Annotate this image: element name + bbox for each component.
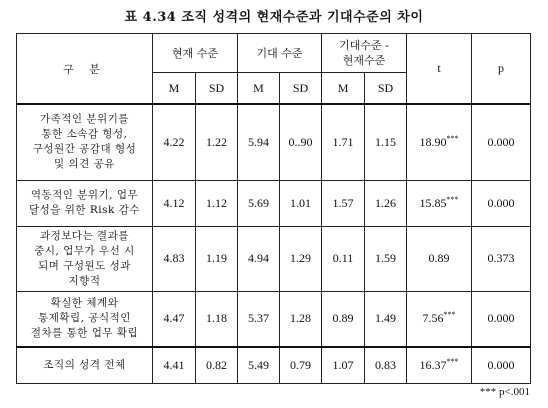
row-label bbox=[17, 226, 153, 291]
row-label-line: 구성원간 공감대 형성 bbox=[32, 143, 137, 156]
row-label-line: 역동적인 분위기, 업무 bbox=[30, 189, 139, 201]
table-row bbox=[17, 347, 531, 383]
cell-cur-m: 4.22 bbox=[153, 104, 196, 180]
cell-cur-m: 4.47 bbox=[153, 291, 196, 347]
cell-cur-m: 4.41 bbox=[153, 347, 196, 383]
row-label-line: 통한 소속감 형성, bbox=[41, 128, 128, 141]
cell-p: 0.000 bbox=[472, 104, 531, 180]
cell-t bbox=[407, 104, 472, 180]
cell-t-value: 18.90 bbox=[419, 134, 447, 149]
comparison-table bbox=[16, 33, 531, 384]
header-difference bbox=[322, 34, 407, 73]
row-label-line: 되며 구성원도 성과 bbox=[38, 259, 131, 272]
header-expected-m: M bbox=[238, 73, 280, 105]
cell-cur-sd: 1.22 bbox=[196, 104, 238, 180]
header-t: t bbox=[407, 34, 472, 105]
cell-t-significance: *** bbox=[446, 356, 459, 366]
cell-p: 0.000 bbox=[472, 347, 531, 383]
cell-diff-m: 0.89 bbox=[322, 291, 365, 347]
cell-t bbox=[407, 180, 472, 226]
significance-note: *** p<.001 bbox=[479, 386, 530, 398]
cell-exp-sd: 0.79 bbox=[280, 347, 322, 383]
table-title: 표 4.34 조직 성격의 현재수준과 기대수준의 차이 bbox=[124, 10, 424, 25]
cell-t-significance: *** bbox=[446, 133, 459, 143]
header-current-m: M bbox=[153, 73, 196, 105]
cell-t bbox=[407, 291, 472, 347]
row-label-line: 중시, 업무가 우선 시 bbox=[34, 244, 135, 257]
table-row bbox=[17, 104, 531, 180]
table-row bbox=[17, 226, 531, 291]
header-current-sd: SD bbox=[196, 73, 238, 105]
cell-t bbox=[407, 347, 472, 383]
cell-t-value: 16.37 bbox=[419, 357, 447, 372]
cell-p: 0.000 bbox=[472, 180, 531, 226]
cell-diff-sd: 0.83 bbox=[365, 347, 407, 383]
cell-exp-m: 4.94 bbox=[238, 226, 280, 291]
cell-diff-sd: 1.59 bbox=[365, 226, 407, 291]
cell-exp-m: 5.49 bbox=[238, 347, 280, 383]
row-label bbox=[17, 291, 153, 347]
row-label bbox=[17, 180, 153, 226]
cell-p: 0.373 bbox=[472, 226, 531, 291]
row-label-line: 및 의견 공유 bbox=[54, 158, 115, 171]
cell-exp-m: 5.69 bbox=[238, 180, 280, 226]
header-expected-level: 기대 수준 bbox=[238, 34, 322, 73]
header-expected-sd: SD bbox=[280, 73, 322, 105]
row-label-line: 조직의 성격 전체 bbox=[43, 358, 126, 371]
cell-diff-sd: 1.26 bbox=[365, 180, 407, 226]
cell-exp-m: 5.37 bbox=[238, 291, 280, 347]
cell-t-significance: *** bbox=[443, 310, 456, 320]
cell-t bbox=[407, 226, 472, 291]
cell-diff-m: 0.11 bbox=[322, 226, 365, 291]
cell-cur-sd: 0.82 bbox=[196, 347, 238, 383]
row-label-line: 확실한 체계와 bbox=[50, 297, 119, 310]
header-current-level: 현재 수준 bbox=[153, 34, 238, 73]
table-row bbox=[17, 291, 531, 347]
row-label bbox=[17, 347, 153, 383]
row-label bbox=[17, 104, 153, 180]
cell-cur-m: 4.12 bbox=[153, 180, 196, 226]
row-label-line: 지향적 bbox=[68, 274, 101, 287]
header-p: p bbox=[472, 34, 531, 105]
cell-exp-sd: 0..90 bbox=[280, 104, 322, 180]
header-difference-line2: 현재수준 bbox=[342, 54, 386, 67]
cell-cur-sd: 1.12 bbox=[196, 180, 238, 226]
header-diff-m: M bbox=[322, 73, 365, 105]
cell-exp-m: 5.94 bbox=[238, 104, 280, 180]
cell-t-value: 0.89 bbox=[428, 251, 450, 265]
cell-t-significance: *** bbox=[446, 194, 459, 204]
cell-cur-sd: 1.18 bbox=[196, 291, 238, 347]
cell-exp-sd: 1.29 bbox=[280, 226, 322, 291]
row-label-line: 절차를 통한 업무 확립 bbox=[30, 327, 139, 340]
header-difference-line1: 기대수준 - bbox=[339, 39, 389, 52]
cell-exp-sd: 1.28 bbox=[280, 291, 322, 347]
cell-t-value: 15.85 bbox=[419, 195, 447, 210]
cell-t-value: 7.56 bbox=[422, 311, 444, 326]
row-label-line: 과정보다는 결과를 bbox=[40, 229, 129, 242]
cell-diff-m: 1.07 bbox=[322, 347, 365, 383]
cell-diff-sd: 1.49 bbox=[365, 291, 407, 347]
cell-exp-sd: 1.01 bbox=[280, 180, 322, 226]
row-label-line: 통제확립, 공식적인 bbox=[38, 312, 131, 325]
cell-diff-m: 1.57 bbox=[322, 180, 365, 226]
cell-p: 0.000 bbox=[472, 291, 531, 347]
header-category: 구 분 bbox=[17, 34, 153, 105]
row-label-line: 달성을 위한 Risk 감수 bbox=[28, 204, 141, 216]
cell-cur-m: 4.83 bbox=[153, 226, 196, 291]
cell-cur-sd: 1.19 bbox=[196, 226, 238, 291]
row-label-line: 가족적인 분위기를 bbox=[40, 113, 129, 126]
cell-diff-m: 1.71 bbox=[322, 104, 365, 180]
table-row bbox=[17, 180, 531, 226]
header-diff-sd: SD bbox=[365, 73, 407, 105]
cell-diff-sd: 1.15 bbox=[365, 104, 407, 180]
